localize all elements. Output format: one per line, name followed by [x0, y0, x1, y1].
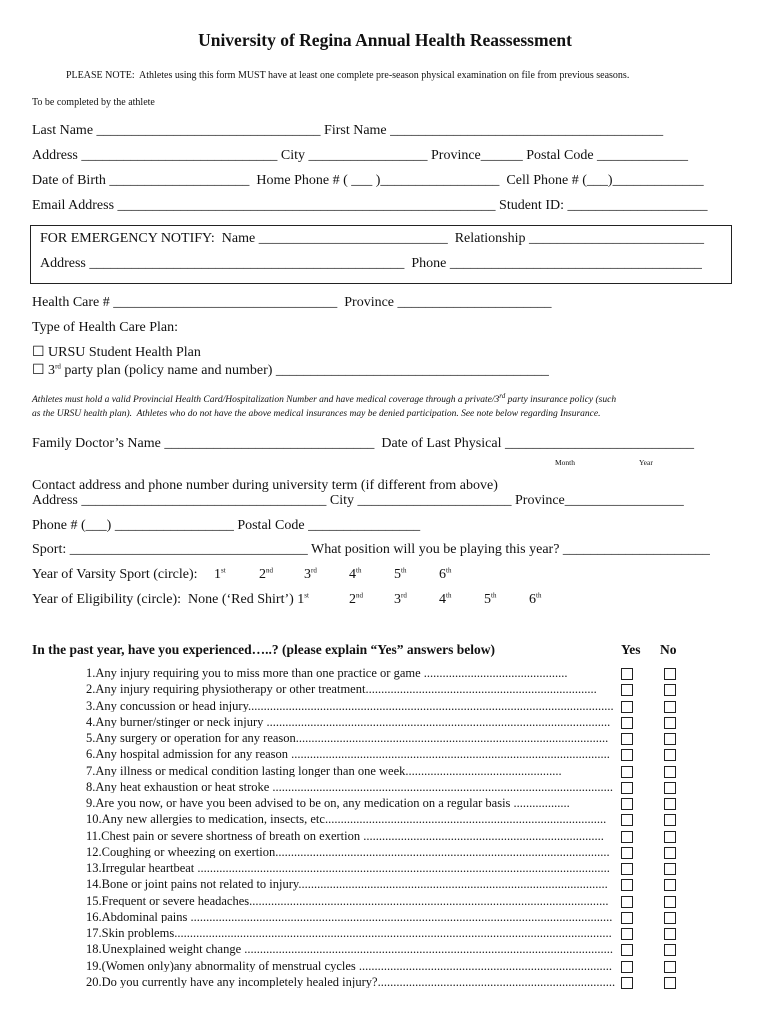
yes-checkbox[interactable] [621, 684, 633, 696]
varsity-year-5[interactable]: 5th [394, 566, 407, 582]
insurance-notice-line1: Athletes must hold a valid Provincial Health Card/Hospitalization Number and have medical coverage through a private/3rd party insurance policy (such [32, 392, 617, 406]
question-item: 12.Coughing or wheezing on exertion........................................................................................................... [86, 845, 610, 859]
yes-checkbox[interactable] [621, 944, 633, 956]
no-checkbox[interactable] [664, 814, 676, 826]
emergency-address-row[interactable]: Address _____________________________________________ Phone ____________________________________ [40, 256, 702, 271]
question-item: 9.Are you now, or have you been advised to be on, any medication on a regular basis .................. [86, 797, 570, 810]
year-label: Year [639, 458, 653, 467]
yes-checkbox[interactable] [621, 782, 633, 794]
no-checkbox[interactable] [664, 831, 676, 843]
health-care-number-row[interactable]: Health Care # ________________________________ Province ______________________ [32, 295, 552, 310]
no-checkbox[interactable] [664, 684, 676, 696]
term-address-row[interactable]: Address ___________________________________ City ______________________ Province_________________ [32, 493, 684, 508]
question-item: 20.Do you currently have any incompletely healed injury?............................................................................ [86, 975, 616, 989]
yes-checkbox[interactable] [621, 863, 633, 875]
eligibility-label[interactable]: Year of Eligibility (circle): None (‘Red Shirt’) 1st [32, 591, 309, 607]
no-checkbox[interactable] [664, 944, 676, 956]
health-plan-label: Type of Health Care Plan: [32, 320, 178, 335]
no-checkbox[interactable] [664, 847, 676, 859]
yes-checkbox[interactable] [621, 896, 633, 908]
no-checkbox[interactable] [664, 798, 676, 810]
ursu-plan-option[interactable]: ☐ URSU Student Health Plan [32, 345, 201, 360]
no-checkbox[interactable] [664, 896, 676, 908]
no-checkbox[interactable] [664, 749, 676, 761]
yes-checkbox[interactable] [621, 977, 633, 989]
last-first-name-row[interactable]: Last Name ________________________________ First Name _______________________________________ [32, 123, 664, 138]
no-checkbox[interactable] [664, 717, 676, 729]
insurance-notice-line2: as the URSU health plan). Athletes who do not have the above medical insurances may be denied participation. See note below regarding Insurance. [32, 409, 601, 419]
yes-checkbox[interactable] [621, 701, 633, 713]
no-checkbox[interactable] [664, 961, 676, 973]
term-phone-row[interactable]: Phone # (___) _________________ Postal Code ________________ [32, 518, 421, 533]
yes-checkbox[interactable] [621, 879, 633, 891]
question-item: 5.Any surgery or operation for any reason.................................................................................................... [86, 732, 609, 745]
questions-heading: In the past year, have you experienced…..? (please explain “Yes” answers below) [32, 642, 495, 657]
question-item: 6.Any hospital admission for any reason ...................................................................................................... [86, 748, 610, 761]
question-item: 8.Any heat exhaustion or heat stroke ............................................................................................................. [86, 780, 614, 794]
question-item: 2.Any injury requiring physiotherapy or other treatment.......................................................................... [86, 683, 597, 696]
family-doctor-row[interactable]: Family Doctor’s Name ______________________________ Date of Last Physical ___________________________ [32, 436, 694, 451]
dob-phone-row[interactable]: Date of Birth ____________________ Home Phone # ( ___ )_________________ Cell Phone # (___)_____________ [32, 173, 704, 188]
month-label: Month [555, 458, 576, 467]
yes-checkbox[interactable] [621, 928, 633, 940]
no-checkbox[interactable] [664, 977, 676, 989]
no-checkbox[interactable] [664, 863, 676, 875]
contact-label: Contact address and phone number during university term (if different from above) [32, 478, 498, 493]
question-item: 16.Abdominal pains ....................................................................................................................................... [86, 910, 613, 924]
yes-checkbox[interactable] [621, 961, 633, 973]
yes-column-header: Yes [621, 642, 641, 657]
question-item: 3.Any concussion or head injury..................................................................................................................... [86, 699, 614, 712]
question-item: 10.Any new allergies to medication, insects, etc.......................................................................................... [86, 813, 607, 826]
question-item: 19.(Women only)any abnormality of menstrual cycles ................................................................................. [86, 959, 613, 972]
no-checkbox[interactable] [664, 701, 676, 713]
page-title: University of Regina Annual Health Reassessment [198, 30, 572, 50]
completion-instruction: To be completed by the athlete [32, 97, 155, 108]
address-row[interactable]: Address ____________________________ City _________________ Province______ Postal Code _____________ [32, 148, 689, 163]
question-item: 4.Any burner/stinger or neck injury .............................................................................................................. [86, 715, 611, 729]
yes-checkbox[interactable] [621, 717, 633, 729]
question-item: 15.Frequent or severe headaches................................................................................................................... [86, 894, 609, 907]
varsity-year-6[interactable]: 6th [439, 566, 452, 582]
question-item: 14.Bone or joint pains not related to injury................................................................................................... [86, 878, 608, 891]
sport-row[interactable]: Sport: __________________________________ What position will you be playing this year? _____________________ [32, 542, 710, 557]
varsity-year-3[interactable]: 3rd [304, 566, 317, 582]
question-item: 18.Unexplained weight change ...................................................................................................................... [86, 943, 614, 956]
no-checkbox[interactable] [664, 766, 676, 778]
yes-checkbox[interactable] [621, 766, 633, 778]
no-column-header: No [660, 642, 677, 657]
question-item: 7.Any illness or medical condition lasting longer than one week.................................................. [86, 764, 562, 777]
question-item: 1.Any injury requiring you to miss more than one practice or game .............................................. [86, 667, 568, 680]
no-checkbox[interactable] [664, 668, 676, 680]
no-checkbox[interactable] [664, 879, 676, 891]
question-item: 17.Skin problems............................................................................................................................................ [86, 927, 612, 940]
email-student-id-row[interactable]: Email Address ______________________________________________________ Student ID: ____________________ [32, 198, 708, 213]
no-checkbox[interactable] [664, 782, 676, 794]
varsity-year-4[interactable]: 4th [349, 566, 362, 582]
varsity-year-2[interactable]: 2nd [259, 566, 273, 582]
yes-checkbox[interactable] [621, 668, 633, 680]
emergency-name-row[interactable]: FOR EMERGENCY NOTIFY: Name ___________________________ Relationship _________________________ [40, 231, 704, 246]
yes-checkbox[interactable] [621, 798, 633, 810]
yes-checkbox[interactable] [621, 749, 633, 761]
third-party-plan-option[interactable]: ☐ 3rd party plan (policy name and number) _______________________________________ [32, 362, 549, 378]
question-item: 11.Chest pain or severe shortness of breath on exertion ............................................................................. [86, 829, 604, 842]
eligibility-year-5[interactable]: 5th [484, 591, 497, 607]
no-checkbox[interactable] [664, 733, 676, 745]
eligibility-year-3[interactable]: 3rd [394, 591, 407, 607]
yes-checkbox[interactable] [621, 831, 633, 843]
yes-checkbox[interactable] [621, 912, 633, 924]
varsity-year-label: Year of Varsity Sport (circle): [32, 567, 198, 582]
yes-checkbox[interactable] [621, 847, 633, 859]
no-checkbox[interactable] [664, 912, 676, 924]
yes-checkbox[interactable] [621, 733, 633, 745]
eligibility-year-4[interactable]: 4th [439, 591, 452, 607]
eligibility-year-6[interactable]: 6th [529, 591, 542, 607]
eligibility-year-2[interactable]: 2nd [349, 591, 363, 607]
question-item: 13.Irregular heartbeat .................................................................................................................................... [86, 862, 610, 875]
yes-checkbox[interactable] [621, 814, 633, 826]
please-note: PLEASE NOTE: Athletes using this form MUST have at least one complete pre-season physical examination on file from previous seasons. [66, 70, 630, 81]
varsity-year-1[interactable]: 1st [214, 566, 226, 582]
no-checkbox[interactable] [664, 928, 676, 940]
